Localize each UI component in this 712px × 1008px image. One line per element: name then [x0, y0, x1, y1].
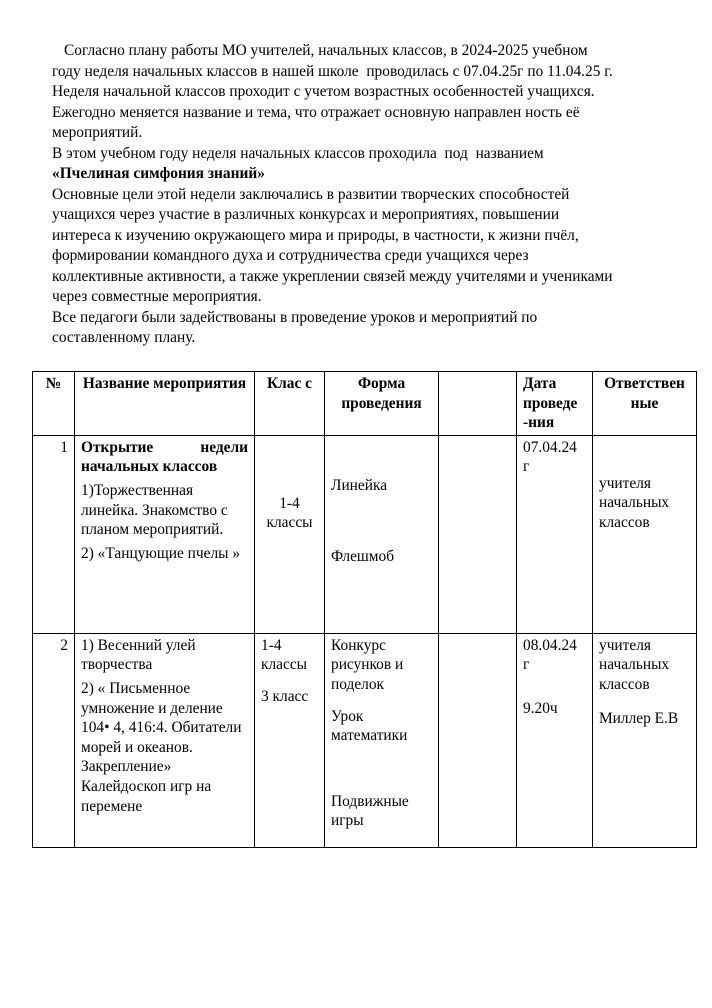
row-responsible	[593, 633, 697, 847]
form-item: Урок математики	[331, 707, 408, 745]
event-item: 1) Весенний улей творчества	[81, 636, 196, 674]
class-item: 1-4 классы	[261, 636, 307, 674]
intro-line: мероприятий.	[52, 124, 143, 141]
event-title: Открытие недели начальных классов	[81, 438, 248, 476]
event-item: 1)Торжественная линейка. Знакомство с планом мероприятий.	[81, 481, 228, 539]
week-title-text: «Пчелиная симфония знаний»	[52, 165, 265, 182]
row-name	[75, 435, 255, 633]
form-item: Подвижные игры	[331, 792, 409, 830]
header-form: Форма проведения	[325, 372, 439, 436]
table-row	[33, 435, 697, 633]
row-num: 2	[33, 633, 75, 847]
row-date	[517, 633, 593, 847]
row-class	[255, 633, 325, 847]
row-num: 1	[33, 435, 75, 633]
goals-line: Основные цели этой недели заключались в развитии творческих способностей	[52, 185, 570, 203]
responsible-item: учителя начальных классов	[599, 636, 670, 693]
form-item: Флешмоб	[331, 548, 395, 566]
row-name	[75, 633, 255, 847]
goals-line: формировании командного духа и сотрудничества среди учащихся через	[52, 247, 529, 264]
event-item: 2) «Танцующие пчелы »	[81, 544, 241, 562]
row-form	[325, 633, 439, 847]
row-date: 07.04.24 г	[517, 435, 593, 633]
row-empty	[439, 633, 517, 847]
header-num: №	[33, 372, 75, 436]
intro-line: В этом учебном году неделя начальных классов проходила под названием	[52, 144, 544, 162]
goals-line: учащихся через участие в различных конкурсах и мероприятиях, повышении	[52, 206, 560, 223]
table-row	[33, 633, 697, 847]
intro-line: Согласно плану работы МО учителей, начальных классов, в 2024-2025 учебном	[64, 42, 588, 59]
staff-line: Все педагоги были задействованы в проведение уроков и мероприятий по	[52, 308, 538, 326]
header-name: Название мероприятия	[75, 372, 255, 436]
row-empty	[439, 435, 517, 633]
row-form	[325, 435, 439, 633]
intro-line: Ежегодно меняется название и тема, что отражает основную направлен ность её	[52, 103, 580, 121]
header-empty	[439, 372, 517, 436]
goals-line: интереса к изучению окружающего мира и природы, в частности, к жизни пчёл,	[52, 226, 579, 244]
form-item: Линейка	[331, 476, 388, 494]
header-date: Дата проведе -ния	[517, 372, 593, 436]
intro-line: году неделя начальных классов в нашей школе проводилась с 07.04.25г по 11.04.25 г.	[52, 62, 613, 80]
events-table	[32, 371, 697, 848]
row-responsible: учителя начальных классов	[593, 435, 697, 633]
header-responsible: Ответствен ные	[593, 372, 697, 436]
form-item: Конкурс рисунков и поделок	[331, 636, 404, 693]
time-item: 9.20ч	[523, 699, 558, 717]
event-item: 2) « Письменное умножение и деление 104• 4, 416:4. Обитатели морей и океанов. Закрепление» Калейдоскоп игр на перемене	[81, 679, 242, 815]
staff-line: составленному плану.	[52, 329, 196, 346]
week-title	[52, 164, 682, 185]
table-header-row	[33, 372, 697, 436]
goals-line: коллективные активности, а также укреплении связей между учителями и учениками	[52, 267, 613, 285]
row-class: 1-4 классы	[255, 435, 325, 633]
responsible-item: Миллер Е.В	[599, 709, 679, 727]
intro-line: Неделя начальной классов проходит с учетом возрастных особенностей учащихся.	[52, 83, 595, 100]
intro-text	[52, 41, 682, 349]
goals-line: через совместные мероприятия.	[52, 288, 262, 305]
class-item: 3 класс	[261, 687, 309, 705]
header-class: Клас с	[255, 372, 325, 436]
date-item: 08.04.24 г	[523, 636, 577, 674]
